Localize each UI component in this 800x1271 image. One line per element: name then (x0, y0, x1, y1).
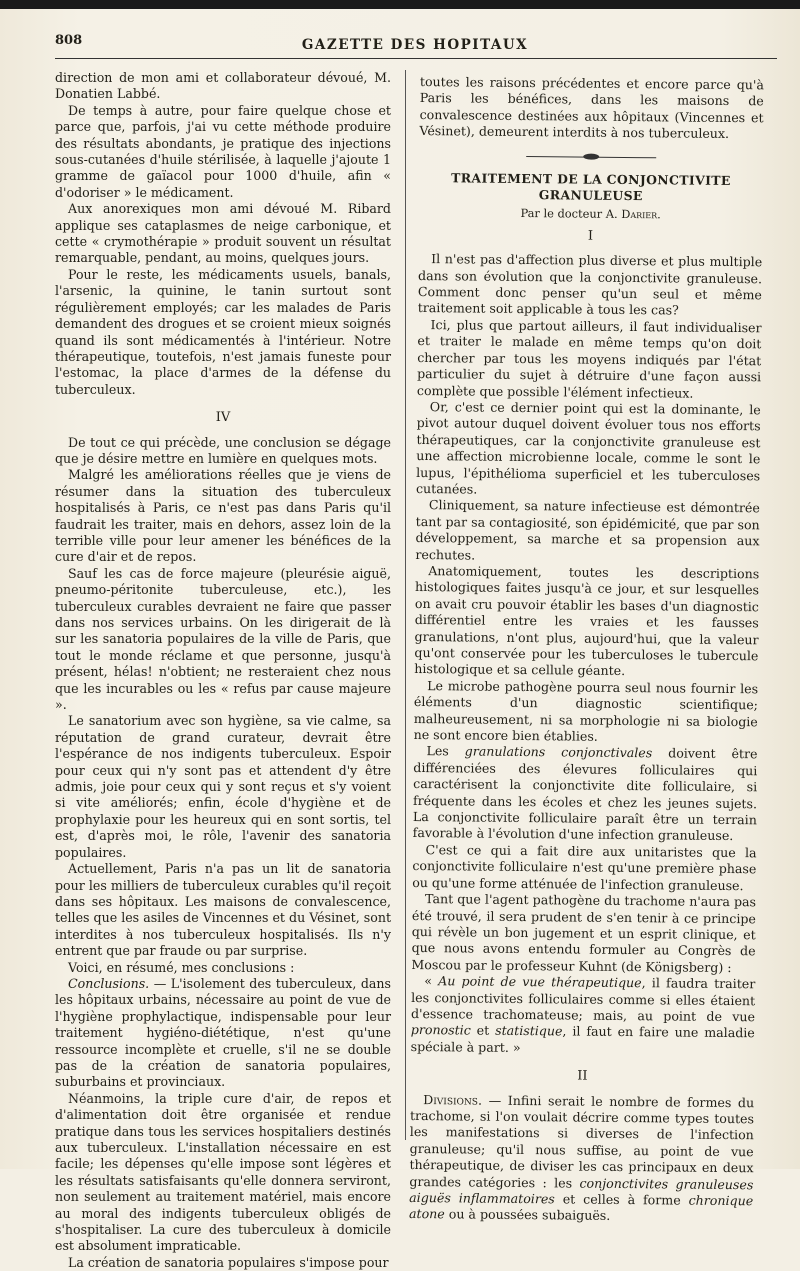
text: et celles à forme (554, 1191, 689, 1208)
paragraph: Voici, en résumé, mes conclusions : (68, 959, 295, 975)
paragraph: Le sanatorium avec son hygiène, sa vie calme, sa réputation de grand curateur, devrait être l'espérance de nos indigents tuberculeux. Espoir pour ceux qui n'y sont pas et attendent d'y être admis, joie pour ceux qui y sont reçus et s'y voient si vite améliorés; enfin, école d'hygiène et de prophylaxie pour les heureux qui en sont sortis, tel est, d'après moi, le rôle, l'avenir des sanatoria populaires. (55, 713, 391, 860)
left-column (55, 70, 391, 1271)
paragraph: Il n'est pas d'affection plus diverse et plus multiple dans son évolution que la conjonctivite granuleuse. Comment donc penser qu'un seul et même traitement soit applicable à tous les cas? (417, 251, 763, 318)
paragraph: Anatomiquement, toutes les descriptions histologiques faites jusqu'à ce jour, et sur lesquelles on avait cru pouvoir établir les bases d'un diagnostic différentiel entre les vraies et les fausses granulations, n'ont plus, aujourd'hui, que la valeur qu'ont conservée pour les tuberculoses le tubercule histologique et sa cellule géante. (414, 563, 760, 679)
paragraph: Néanmoins, la triple cure d'air, de repos et d'alimentation doit être organisée et rendue pratique dans tous les services hospitaliers destinés aux tuberculeux. L'installation nécessaire en est facile; les dépenses qu'elle impose sont légères et les résultats satisfaisants qu'elle donnera serviront, non seulement au traitement matériel, mais encore au moral des indigents tuberculeux obligés de s'hospitaliser. La cure des tuberculeux à domicile est absolument impraticable. (55, 1090, 391, 1254)
section-heading-ii: II (577, 1068, 588, 1084)
paragraph: Le microbe pathogène pourra seul nous fournir les éléments d'un diagnostic scientifique; malheureusement, ni sa morphologie ni sa biologie ne sont encore bien établies. (413, 677, 759, 744)
paragraph: Ici, plus que partout ailleurs, il faut individualiser et traiter le malade en même temps qu'on doit chercher par tous les moyens indiqués par l'état particulier du sujet à détruire d'une façon aussi complète que possible l'élément infectieux. (416, 316, 762, 401)
section-heading-iv: IV (215, 410, 231, 426)
paragraph-granulations (413, 743, 758, 845)
emphasis: statistique (495, 1023, 563, 1039)
article-title: TRAITEMENT DE LA CONJONCTIVITE GRANULEUSE (451, 169, 731, 204)
text: ou à poussées subaiguës. (444, 1206, 611, 1224)
paragraph: Aux anorexiques mon ami dévoué M. Ribard applique ses cataplasmes de neige carbonique, et cette « crymothérapie » produit souvent un résultat remarquable, pendant, au moins, quelques jours. (55, 201, 391, 266)
paragraph: Pour le reste, les médicaments usuels, banals, l'arsenic, la quinine, le tanin surtout sont régulièrement employés; car les malades de Paris demandent des drogues et se croient mieux soignés quand ils sont médicamentés à l'intérieur. Notre thérapeutique, toutefois, n'est jamais funeste pour l'estomac, la place d'armes de la défense du tuberculeux. (55, 266, 391, 397)
paragraph: Cliniquement, sa nature infectieuse est démontrée tant par sa contagiosité, son épidémicité, que par son développement, sa marche et sa propension aux rechutes. (415, 497, 760, 563)
paragraph: Malgré les améliorations réelles que je viens de résumer dans la situation des tuberculeux hospitalisés à Paris, ce n'est pas dans Paris qu'il faudrait les traiter, mais en dehors, assez loin de la terrible ville pour leur amener les bénéfices de la cure d'air et de repos. (55, 467, 391, 565)
page-number: 808 (55, 33, 83, 48)
paragraph: Or, c'est ce dernier point qui est la dominante, le pivot autour duquel doivent évoluer tous nos efforts thérapeutiques, car la conjonctivite granuleuse est une affection microbienne locale, comme le sont le lupus, l'épithélioma superficiel et les tuberculoses cutanées. (415, 399, 761, 497)
header-rule (55, 58, 777, 59)
text: , il faut en faire une maladie spéciale à part. » (410, 1023, 755, 1055)
paragraph: La création de sanatoria populaires s'impose pour (68, 1254, 389, 1270)
paragraph: Tant que l'agent pathogène du trachome n'aura pas été trouvé, il sera prudent de s'en tenir à ce principe qui révèle un bon jugement et un esprit clinique, et que nous avons entendu formuler au Congrès de Moscou par le professeur Kuhnt (de Königsberg) : (411, 891, 757, 975)
paragraph: De temps à autre, pour faire quelque chose et parce que, parfois, j'ai vu cette méthode produire des résultats abondants, je pratique des injections sous-cutanées d'huile stérilisée, à laquelle j'ajoute 1 gramme de gaïacol pour 1000 d'huile, afin « d'odoriser » le médicament. (55, 102, 391, 200)
emphasis: Au point de vue thérapeutique (438, 973, 642, 991)
paragraph: De tout ce qui précède, une conclusion se dégage que je désire mettre en lumière en quelques mots. (55, 434, 391, 466)
emphasis: conjonctivites granuleuses aiguës inflammatoires (409, 1175, 754, 1207)
paragraph: toutes les raisons précédentes et encore parce qu'à Paris les bénéfices, dans les maisons de convalescence destinées aux hôpitaux (Vincennes et Vésinet), demeurent interdits à nos tuberculeux. (419, 74, 764, 142)
byline-author: Darier (621, 207, 658, 222)
text: Les (426, 743, 465, 759)
journal-title: GAZETTE DES HOPITAUX (301, 37, 529, 53)
article-byline (419, 204, 763, 224)
paragraph-conclusions (55, 976, 391, 1091)
page-header (55, 30, 775, 54)
byline-end: . (657, 207, 661, 222)
column-divider (405, 70, 406, 1140)
paragraph-quote (411, 973, 756, 1058)
byline-prefix: Par le docteur A. (520, 206, 622, 222)
text: — Infini serait le nombre de formes du trachome, si l'on voulait décrire comme types toutes les manifestations si diverses de l'infection granuleuse; qu'il nous suffise, au point de vue thérapeutique, de diviser les cas principaux en deux grandes catégories : les (409, 1092, 755, 1191)
text: , il faudra traiter les conjonctivites folliculaires comme si elles étaient d'essence trachomateuse; mais, au point de vue (410, 975, 756, 1025)
conclusions-lead: Conclusions. (68, 975, 150, 991)
paragraph: direction de mon ami et collaborateur dévoué, M. Donatien Labbé. (55, 70, 391, 102)
paragraph-divisions (409, 1092, 754, 1227)
emphasis: chronique atone (408, 1192, 754, 1222)
conclusions-text: — L'isolement des tuberculeux, dans les hôpitaux urbains, nécessaire au point de vue de l'hygiène prophylactique, indispensable pour leur traitement hygiéno-diététique, n'est qu'une ressource incomplète et cruelle, s'il ne se double pas de la création de sanatoria populaires, suburbains et provinciaux. (55, 975, 391, 1090)
top-border (0, 0, 800, 9)
paragraph: Sauf les cas de force majeure (pleurésie aiguë, pneumo-péritonite tuberculeuse, etc.), les tuberculeux curables devraient ne faire que passer dans nos services urbains. On les dirigerait de là sur les sanatoria populaires de la ville de Paris, que tout le monde réclame et que personne, jusqu'à présent, hélas! n'obtient; ne resteraient chez nous que les incurables ou les « refus par cause majeure ». (55, 565, 391, 713)
paragraph: C'est ce qui a fait dire aux unitaristes que la conjonctivite folliculaire n'est qu'une première phase ou qu'une forme atténuée de l'infection granuleuse. (412, 841, 757, 893)
right-column (409, 74, 764, 1226)
divisions-lead: Divisions. (423, 1091, 483, 1108)
ornament-divider (526, 153, 656, 162)
paragraph: Actuellement, Paris n'a pas un lit de sanatoria pour les milliers de tuberculeux curables qu'il reçoit dans ses hôpitaux. Les maisons de convalescence, telles que les asiles de Vincennes et du Vésinet, sont interdites à nos tuberculeux hospitalisés. Ils n'y entrent que par fraude ou par surprise. (55, 861, 391, 959)
text: et (470, 1022, 496, 1039)
text: « (424, 973, 439, 989)
text: doivent être différenciées des élevures folliculaires qui caractérisent la conjonctivite dite folliculaire, si fréquente dans les écoles et chez les jeunes sujets. La conjonctivite folliculaire paraît être un terrain favorable à l'évolution d'une infection granuleuse. (412, 745, 758, 844)
section-heading-i: I (587, 228, 594, 244)
emphasis: pronostic (410, 1022, 471, 1038)
emphasis: granulations conjonctivales (464, 743, 653, 761)
